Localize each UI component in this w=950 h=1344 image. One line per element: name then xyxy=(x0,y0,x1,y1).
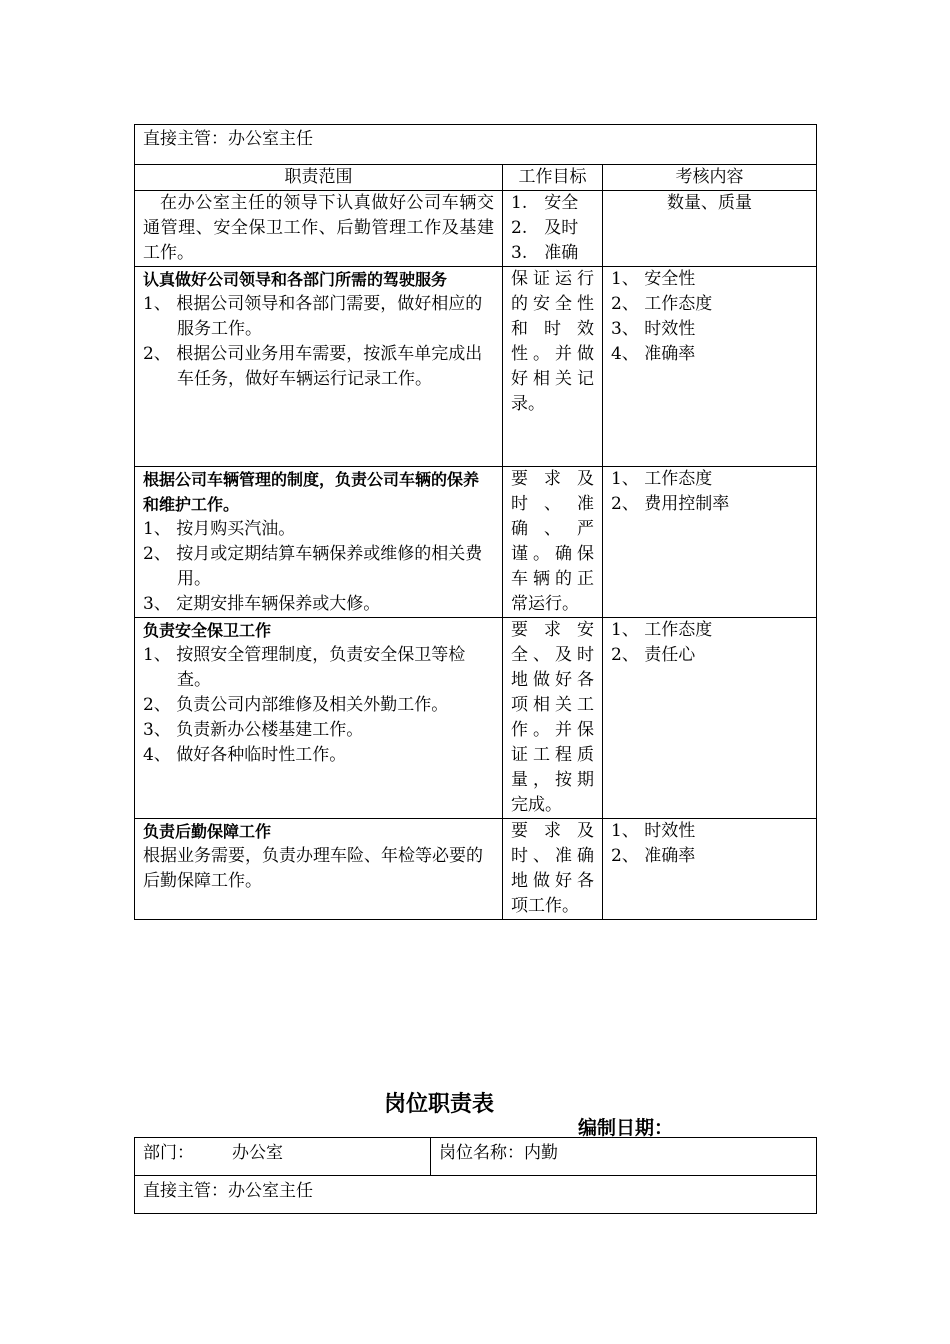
assessment-item: 1、 工作态度 xyxy=(611,469,713,489)
dept-label: 部门： xyxy=(143,1143,194,1163)
duty-item: 4、 做好各种临时性工作。 xyxy=(143,745,347,765)
duty-scope xyxy=(135,819,503,920)
intro-target-item: 1. 安全 xyxy=(511,193,579,213)
intro-row xyxy=(135,191,817,267)
assessment-item: 2、 费用控制率 xyxy=(611,494,730,514)
duty-title: 负责后勤保障工作 xyxy=(143,822,272,841)
duty-target: 要求及时、准确地做好各项工作。 xyxy=(503,819,603,920)
dept-cell xyxy=(135,1138,431,1176)
intro-scope xyxy=(135,191,503,267)
form-title: 岗位职责表 xyxy=(384,1092,495,1117)
duty-item: 1、 按月购买汽油。 xyxy=(143,519,296,539)
duty-title: 负责安全保卫工作 xyxy=(143,621,272,640)
form-row-supervisor xyxy=(135,1176,817,1214)
duty-item: 1、 根据公司领导和各部门需要，做好相应的服务工作。 xyxy=(143,294,483,339)
duty-target: 保证运行的安全性和时效性。并做好相关记录。 xyxy=(503,267,603,467)
header-assessment: 考核内容 xyxy=(603,165,817,191)
form-row-dept xyxy=(135,1138,817,1176)
form-supervisor-cell: 直接主管：办公室主任 xyxy=(135,1176,817,1214)
duty-row-logistics xyxy=(135,819,817,920)
form-date-label: 编制日期： xyxy=(578,1117,674,1139)
duty-title: 认真做好公司领导和各部门所需的驾驶服务 xyxy=(143,270,448,289)
duty-item: 3、 定期安排车辆保养或大修。 xyxy=(143,594,381,614)
duty-item: 2、 根据公司业务用车需要，按派车单完成出车任务，做好车辆运行记录工作。 xyxy=(143,344,483,389)
duty-scope xyxy=(135,618,503,819)
assessment-item: 4、 准确率 xyxy=(611,344,696,364)
duty-scope xyxy=(135,267,503,467)
position-cell: 岗位名称：内勤 xyxy=(431,1138,817,1176)
assessment-item: 2、 工作态度 xyxy=(611,294,713,314)
duty-target: 要求安全、及时地做好各项相关工作。并保证工程质量，按期完成。 xyxy=(503,618,603,819)
position-form xyxy=(134,1137,817,1214)
assessment-item: 2、 准确率 xyxy=(611,846,696,866)
duty-row-vehicle xyxy=(135,467,817,618)
duty-text: 根据业务需要，负责办理车险、年检等必要的后勤保障工作。 xyxy=(143,846,483,891)
duty-item: 1、 按照安全管理制度，负责安全保卫等检查。 xyxy=(143,645,466,690)
dept-value: 办公室 xyxy=(232,1143,283,1163)
duty-row-driving xyxy=(135,267,817,467)
header-row xyxy=(135,165,817,191)
duty-target: 要求及时、准确、严谨。确保车辆的正常运行。 xyxy=(503,467,603,618)
intro-assessment: 数量、质量 xyxy=(603,191,817,267)
duty-title: 根据公司车辆管理的制度，负责公司车辆的保养和维护工作。 xyxy=(143,470,480,514)
intro-target-item: 2. 及时 xyxy=(511,218,579,238)
assessment-item: 2、 责任心 xyxy=(611,645,696,665)
duty-item: 2、 负责公司内部维修及相关外勤工作。 xyxy=(143,695,449,715)
duty-assessment xyxy=(603,618,817,819)
duty-assessment xyxy=(603,467,817,618)
duty-assessment xyxy=(603,819,817,920)
duty-row-security xyxy=(135,618,817,819)
duty-table xyxy=(134,124,817,920)
assessment-item: 3、 时效性 xyxy=(611,319,696,339)
intro-target-item: 3. 准确 xyxy=(511,243,579,263)
assessment-item: 1、 工作态度 xyxy=(611,620,713,640)
duty-scope xyxy=(135,467,503,618)
assessment-item: 1、 安全性 xyxy=(611,269,696,289)
header-scope: 职责范围 xyxy=(135,165,503,191)
duty-item: 2、 按月或定期结算车辆保养或维修的相关费用。 xyxy=(143,544,483,589)
assessment-item: 1、 时效性 xyxy=(611,821,696,841)
supervisor-row xyxy=(135,125,817,165)
duty-assessment xyxy=(603,267,817,467)
header-target: 工作目标 xyxy=(503,165,603,191)
intro-scope-text: 在办公室主任的领导下认真做好公司车辆交通管理、安全保卫工作、后勤管理工作及基建工作。 xyxy=(143,193,494,263)
duty-item: 3、 负责新办公楼基建工作。 xyxy=(143,720,364,740)
supervisor-cell: 直接主管：办公室主任 xyxy=(135,125,817,165)
intro-targets xyxy=(503,191,603,267)
